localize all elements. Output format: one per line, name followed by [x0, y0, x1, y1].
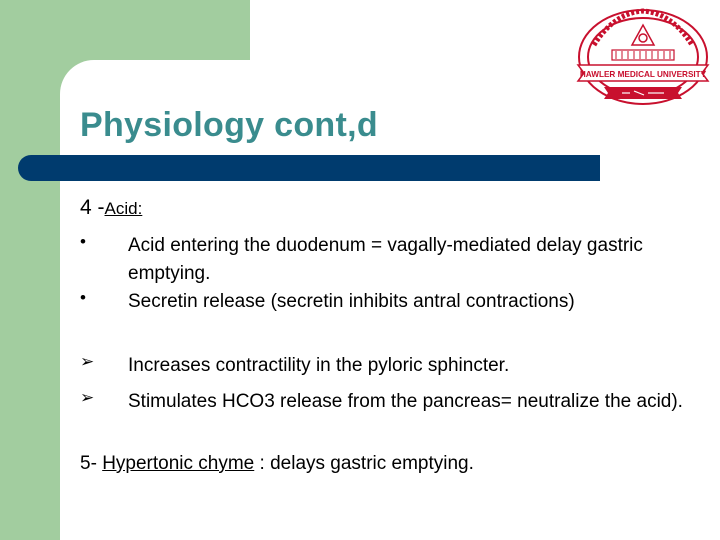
- last-suffix: : delays gastric emptying.: [254, 453, 474, 474]
- arrow-text: Stimulates HCO3 release from the pancreas= neutralize the acid).: [128, 391, 683, 412]
- arrow-text: Increases contractility in the pyloric sphincter.: [128, 355, 510, 376]
- last-prefix: 5-: [80, 453, 103, 474]
- arrow-bullet-icon: ➢: [80, 388, 95, 407]
- bullet-text: Secretin release (secretin inhibits antral contractions): [128, 291, 575, 312]
- acid-heading: [80, 196, 142, 220]
- bullet-icon: •: [80, 288, 86, 307]
- university-logo-icon: [574, 5, 712, 110]
- heading-number: 4 -: [80, 196, 105, 219]
- title-underline-bar: [18, 155, 600, 181]
- logo-banner-text: HAWLER MEDICAL UNIVERSITY: [579, 70, 707, 79]
- heading-term: Acid:: [104, 199, 143, 218]
- slide-title: Physiology cont,d: [80, 106, 378, 144]
- bullet-text: Acid entering the duodenum = vagally-mediated delay gastric emptying.: [128, 235, 643, 284]
- hypertonic-line: [80, 453, 474, 475]
- bullet-icon: •: [80, 232, 86, 251]
- last-term: Hypertonic chyme: [102, 453, 255, 474]
- arrow-bullet-icon: ➢: [80, 352, 95, 371]
